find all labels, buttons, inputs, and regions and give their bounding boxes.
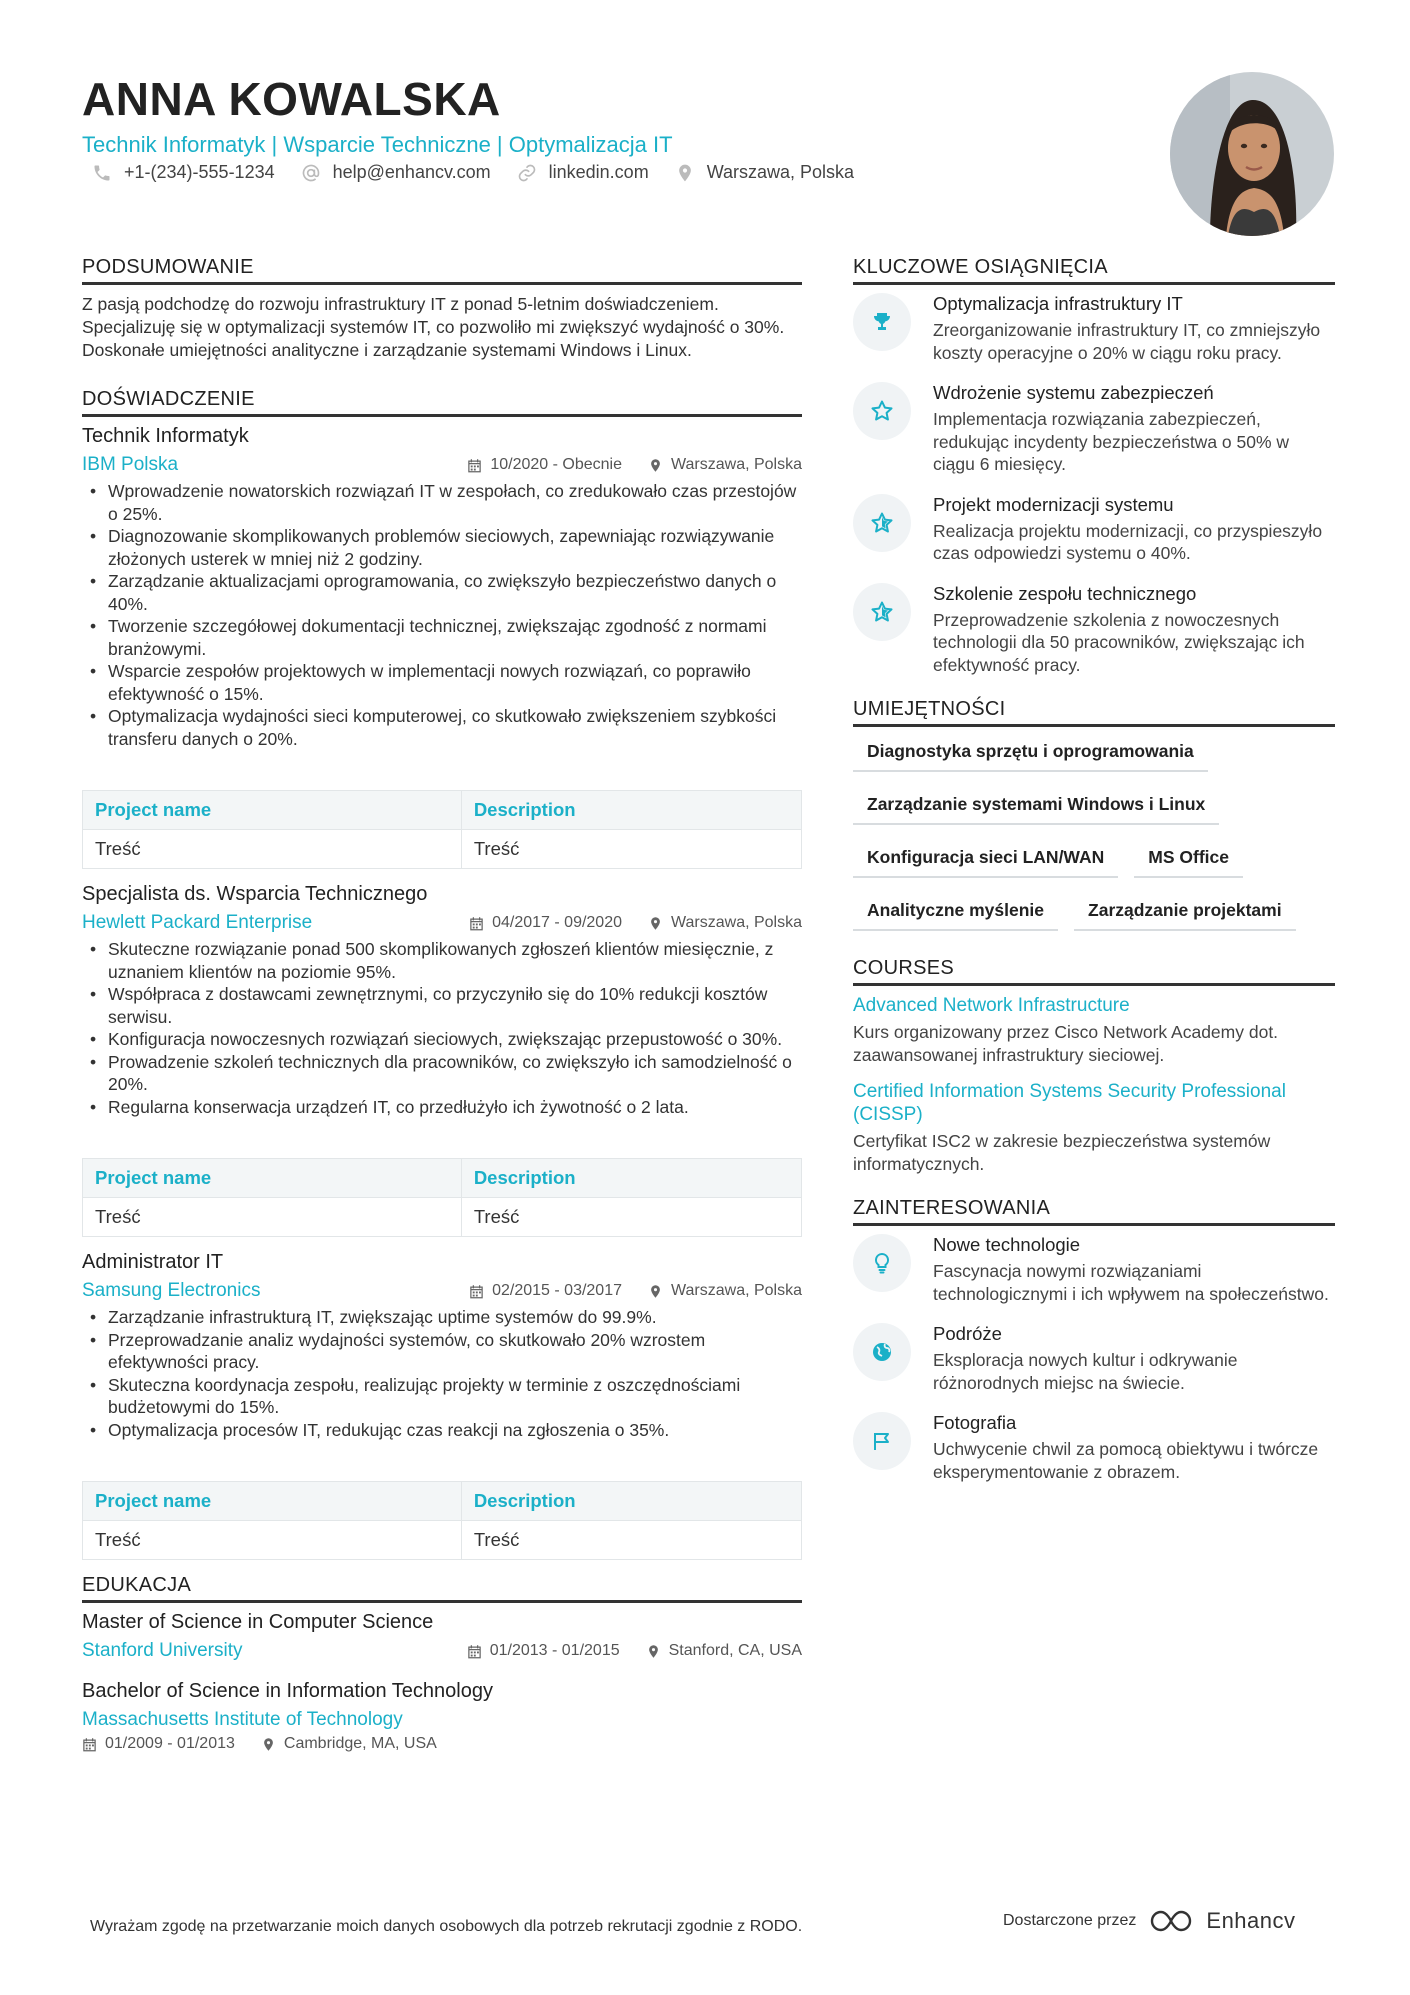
interest-title: Podróże [933, 1323, 1002, 1344]
table-row [83, 1521, 802, 1560]
dates-text: 01/2013 - 01/2015 [489, 1642, 620, 1659]
dates-text: 04/2017 - 09/2020 [492, 914, 622, 931]
skill-tag: Analityczne myślenie [853, 894, 1058, 931]
education-dates [467, 1642, 620, 1660]
location-pin-icon [261, 1737, 276, 1752]
project-table [82, 790, 802, 869]
school-name: Stanford University [82, 1640, 243, 1661]
table-row [83, 830, 802, 869]
table-cell: Treść [83, 1198, 462, 1237]
star-icon [853, 382, 911, 440]
location-text: Warszawa, Polska [706, 162, 855, 182]
school-name: Massachusetts Institute of Technology [82, 1709, 403, 1730]
interest-desc: Uchwycenie chwil za pomocą obiektywu i twórcze eksperymentowanie z obrazem. [933, 1439, 1319, 1482]
job-meta [82, 912, 802, 934]
degree-title: Master of Science in Computer Science [82, 1611, 434, 1633]
job-entry [82, 1251, 802, 1560]
skill-tag: MS Office [1134, 841, 1243, 878]
job-dates [469, 914, 622, 932]
list-item: • Wprowadzenie nowatorskich rozwiązań IT w zespołach, co zredukowało czas przestojów o 25%. [90, 480, 802, 525]
location-text: Warszawa, Polska [671, 456, 802, 473]
table-header-row [83, 791, 802, 830]
list-item: • Konfiguracja nowoczesnych rozwiązań sieciowych, zwiększając przepustowość o 30%. [90, 1028, 802, 1051]
table-header: Description [461, 1159, 801, 1198]
job-entry [82, 425, 802, 869]
location-pin-icon [646, 1644, 661, 1659]
education-meta [82, 1640, 802, 1662]
table-header-row [83, 1482, 802, 1521]
table-header: Description [461, 791, 801, 830]
footer-brand[interactable] [1003, 1908, 1296, 1934]
contact-row [92, 162, 854, 183]
trophy-icon [853, 293, 911, 351]
calendar-icon [469, 1284, 484, 1299]
job-dates [467, 456, 622, 474]
list-item: • Tworzenie szczegółowej dokumentacji technicznej, zwiększając zgodność z normami branżowymi. [90, 615, 802, 660]
interest-desc: Eksploracja nowych kultur i odkrywanie różnorodnych miejsc na świecie. [933, 1350, 1238, 1393]
contact-phone[interactable] [92, 162, 275, 183]
location-text: Warszawa, Polska [671, 1282, 802, 1299]
project-table [82, 1158, 802, 1237]
job-bullets [90, 480, 802, 750]
list-item: • Optymalizacja procesów IT, redukując czas reakcji na zgłoszenia o 35%. [90, 1419, 802, 1442]
experience-heading: DOŚWIADCZENIE [82, 388, 802, 417]
phone-icon [92, 163, 112, 183]
location-text: Warszawa, Polska [671, 914, 802, 931]
dates-text: 01/2009 - 01/2013 [105, 1735, 235, 1752]
project-table [82, 1481, 802, 1560]
linkedin-text: linkedin.com [548, 162, 649, 182]
summary-heading: PODSUMOWANIE [82, 256, 802, 285]
skills-list [853, 735, 1335, 931]
degree-title: Bachelor of Science in Information Technology [82, 1680, 493, 1702]
enhancv-logo-icon [1148, 1908, 1194, 1934]
globe-icon [853, 1323, 911, 1381]
list-item: • Regularna konserwacja urządzeń IT, co przedłużyło ich żywotność o 2 lata. [90, 1096, 802, 1119]
achievement-item [853, 494, 1335, 565]
star-half-icon [853, 583, 911, 641]
company-name: IBM Polska [82, 454, 179, 475]
skills-heading: UMIEJĘTNOŚCI [853, 698, 1335, 727]
calendar-icon [82, 1737, 97, 1752]
location-pin-icon [648, 458, 663, 473]
interests-heading: ZAINTERESOWANIA [853, 1197, 1335, 1226]
table-header: Description [461, 1482, 801, 1521]
right-column [853, 256, 1335, 1501]
company-name: Hewlett Packard Enterprise [82, 912, 313, 933]
interest-title: Nowe technologie [933, 1234, 1081, 1255]
list-item: • Przeprowadzanie analiz wydajności systemów, co skutkowało 20% wzrostem efektywności pracy. [90, 1329, 802, 1374]
job-location [648, 456, 802, 474]
achievement-item [853, 382, 1335, 476]
lightbulb-icon [853, 1234, 911, 1292]
education-entry [82, 1611, 802, 1662]
summary-text: Z pasją podchodzę do rozwoju infrastruktury IT z ponad 5-letnim doświadczeniem. Specjalizuję się w optymalizacji systemów IT, co pozwoliło mi zwiększyć wydajność o 30%. Doskonałe umiejętności analityczne i zarządzanie systemami Windows i Linux. [82, 294, 785, 360]
job-title: Technik Informatyk [82, 425, 249, 447]
table-header: Project name [83, 791, 462, 830]
table-header: Project name [83, 1482, 462, 1521]
contact-email[interactable] [301, 162, 491, 183]
candidate-tagline: Technik Informatyk | Wsparcie Techniczne | Optymalizacja IT [82, 132, 673, 157]
location-pin-icon [675, 163, 695, 183]
list-item: • Diagnozowanie skomplikowanych problemów sieciowych, zapewniając rozwiązywanie złożonych usterek w mniej niż 2 godziny. [90, 525, 802, 570]
profile-photo [1170, 72, 1334, 236]
location-text: Stanford, CA, USA [668, 1642, 802, 1659]
achievement-desc: Przeprowadzenie szkolenia z nowoczesnych technologii dla 50 pracowników, zwiększając ich efektywność pracy. [933, 609, 1305, 675]
left-column [82, 256, 802, 1753]
interest-desc: Fascynacja nowymi rozwiązaniami technologicznymi i ich wpływem na społeczeństwo. [933, 1261, 1329, 1304]
location-text: Cambridge, MA, USA [283, 1735, 437, 1752]
powered-by-text: Dostarczone przez [1003, 1912, 1137, 1929]
list-item: • Skuteczna koordynacja zespołu, realizując projekty w terminie z oszczędnościami budżetowymi do 15%. [90, 1374, 802, 1419]
interest-title: Fotografia [933, 1412, 1017, 1433]
job-bullets [90, 1306, 802, 1441]
achievement-title: Szkolenie zespołu technicznego [933, 582, 1197, 604]
contact-location [675, 162, 854, 183]
email-text: help@enhancv.com [332, 162, 491, 182]
table-header-row [83, 1159, 802, 1198]
interest-item [853, 1412, 1335, 1483]
achievement-item [853, 293, 1335, 364]
skill-tag: Konfiguracja sieci LAN/WAN [853, 841, 1118, 878]
job-bullets [90, 938, 802, 1118]
job-location [648, 914, 802, 932]
table-cell: Treść [83, 1521, 462, 1560]
table-header: Project name [83, 1159, 462, 1198]
interest-item [853, 1234, 1335, 1305]
skill-tag: Zarządzanie projektami [1074, 894, 1296, 931]
location-pin-icon [648, 1284, 663, 1299]
education-location [261, 1735, 437, 1753]
calendar-icon [469, 916, 484, 931]
list-item: • Optymalizacja wydajności sieci komputerowej, co skutkowało zwiększeniem szybkości transferu danych o 20%. [90, 705, 802, 750]
table-cell: Treść [461, 830, 801, 869]
list-item: • Zarządzanie infrastrukturą IT, zwiększając uptime systemów do 99.9%. [90, 1306, 802, 1329]
achievement-item [853, 583, 1335, 677]
calendar-icon [467, 458, 482, 473]
job-dates [469, 1282, 622, 1300]
education-heading: EDUKACJA [82, 1574, 802, 1603]
list-item: • Zarządzanie aktualizacjami oprogramowania, co zwiększyło bezpieczeństwo danych o 40%. [90, 570, 802, 615]
table-cell: Treść [461, 1198, 801, 1237]
job-entry [82, 883, 802, 1237]
list-item: • Wsparcie zespołów projektowych w implementacji nowych rozwiązań, co poprawiło efektywność o 15%. [90, 660, 802, 705]
table-cell: Treść [83, 830, 462, 869]
job-title: Specjalista ds. Wsparcia Technicznego [82, 883, 428, 905]
course-desc: Certyfikat ISC2 w zakresie bezpieczeństwa systemów informatycznych. [853, 1131, 1271, 1174]
dates-text: 10/2020 - Obecnie [490, 456, 622, 473]
courses-heading: COURSES [853, 957, 1335, 986]
achievement-desc: Zreorganizowanie infrastruktury IT, co zmniejszyło koszty operacyjne o 20% w ciągu roku pracy. [933, 320, 1321, 363]
achievement-desc: Implementacja rozwiązania zabezpieczeń, redukując incydenty bezpieczeństwa o 50% w ciągu 6 miesięcy. [933, 409, 1290, 474]
dates-text: 02/2015 - 03/2017 [492, 1282, 622, 1299]
achievement-title: Optymalizacja infrastruktury IT [933, 293, 1183, 314]
course-desc: Kurs organizowany przez Cisco Network Academy dot. zaawansowanej infrastruktury sieciowej. [853, 1022, 1279, 1065]
course-title: Certified Information Systems Security Professional (CISSP) [853, 1081, 1286, 1125]
calendar-icon [467, 1644, 482, 1659]
link-icon [517, 163, 537, 183]
job-meta [82, 454, 802, 476]
achievement-title: Wdrożenie systemu zabezpieczeń [933, 382, 1214, 403]
achievements-heading: KLUCZOWE OSIĄGNIĘCIA [853, 256, 1335, 285]
candidate-name: ANNA KOWALSKA [82, 73, 501, 125]
job-title: Administrator IT [82, 1251, 224, 1273]
flag-icon [853, 1412, 911, 1470]
education-location [646, 1642, 802, 1660]
job-location [648, 1282, 802, 1300]
contact-linkedin[interactable] [517, 162, 649, 183]
skill-tag: Diagnostyka sprzętu i oprogramowania [853, 735, 1208, 772]
education-meta [82, 1735, 802, 1753]
star-half-icon [853, 494, 911, 552]
brand-name: Enhancv [1206, 1908, 1296, 1933]
education-dates [82, 1735, 235, 1753]
interest-item [853, 1323, 1335, 1394]
job-meta [82, 1280, 802, 1302]
at-icon [301, 163, 321, 183]
education-entry [82, 1680, 802, 1753]
list-item: • Skuteczne rozwiązanie ponad 500 skomplikowanych zgłoszeń klientów miesięcznie, z uznaniem klientów na poziomie 95%. [90, 938, 802, 983]
table-row [83, 1198, 802, 1237]
list-item: • Współpraca z dostawcami zewnętrznymi, co przyczyniło się do 10% redukcji kosztów serwisu. [90, 983, 802, 1028]
course-title: Advanced Network Infrastructure [853, 995, 1130, 1016]
achievement-desc: Realizacja projektu modernizacji, co przyspieszyło czas odpowiedzi systemu o 40%. [933, 520, 1323, 563]
location-pin-icon [648, 916, 663, 931]
footer-consent: Wyrażam zgodę na przetwarzanie moich danych osobowych dla potrzeb rekrutacji zgodnie z RODO. [90, 1918, 803, 1935]
skill-tag: Zarządzanie systemami Windows i Linux [853, 788, 1219, 825]
achievement-title: Projekt modernizacji systemu [933, 493, 1174, 515]
table-cell: Treść [461, 1521, 801, 1560]
phone-text: +1-(234)-555-1234 [124, 162, 275, 182]
list-item: • Prowadzenie szkoleń technicznych dla pracowników, co zwiększyło ich samodzielność o 20%. [90, 1051, 802, 1096]
company-name: Samsung Electronics [82, 1280, 261, 1301]
